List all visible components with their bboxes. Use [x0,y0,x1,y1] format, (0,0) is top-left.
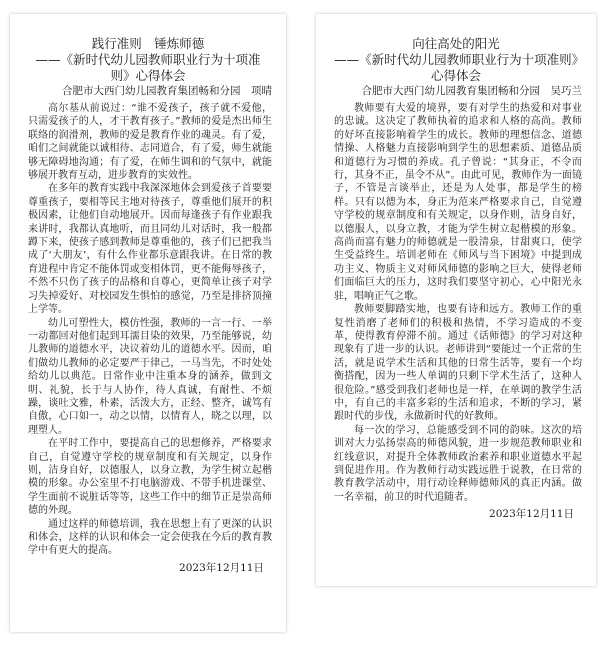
essay-date: 2023年12月11日 [179,561,264,574]
paragraph: 教师要有大爱的境界，要有对学生的热爱和对事业的忠诚。这决定了教师执着的追求和人格的高尚。教师的好坏直接影响着学生的成长。教师的理想信念、道德情操、人格魅力直接影响到学生的思想素质、道德品质和道德行为习惯的养成。孔子曾说：“其身正，不令而行，其身不正，虽令不从”。由此可见，教师作为一面镜子，不管是言谈举止，还是为人处事，都是学生的榜样。只有以德为本，身正为范来严格要求自己，自觉遵守学校的规章制度和有关规定，以身作则，洁身自好，以德服人，以身立教，才能为学生树立起楷模的形象。高尚而富有魅力的师德就是一股清泉，甘甜爽口，使学生受益终生。培训老师在《师风与当下困境》中提到成功主义、物质主义对师风师德的影响之巨大，使得老师们面临巨大的压力，这时我们要坚守初心，心中阳光永驻，唱响正气之歌。 [334,103,582,302]
paragraph: 教师要脚踏实地，也要有诗和远方。教师工作的重复性消磨了老师们的积极和热情，不学习造成的不变革，使得教育停滞不前。通过《话师德》的学习对这种现象有了进一步的认识。老师讲到“要能过一个正常的生活，就是说学术生活和其他的日常生活等，要有一个均衡搭配，因为一些人单调的只剩下学术生活了，这种人很危险。”感受到我们老师也是一样，在单调的教学生活中，有自己的丰富多彩的生活和追求，不断的学习，紧跟时代的步伐，永做新时代的好教师。 [334,304,582,423]
essay-page-left [10,14,286,632]
essay-title: 践行准则 锤炼师德 [91,36,205,51]
paragraph: 在多年的教育实践中我深深地体会到爱孩子首要要尊重孩子，要相等民主地对待孩子，尊重他们展开的积极因素，让他们自动地展开。因而每逢孩子有作业跟我来讲时，我都认真地听，而且同幼儿对话时，我一般都蹲下来，使孩子感到教师是尊重他的，孩子们已把我当成了‘大朋友’，有什么作业都乐意跟我讲。在日常的教育进程中肯定不能体罚或变相体罚，更不能侮辱孩子，不然不只伤了孩子的品格和自尊心，更简单让孩子对学习失掉爱好、对校园发生惧怕的感觉，乃至是排挤顶撞上学等。 [28,183,272,316]
essay-author: 合肥市大西门幼儿园教育集团畅和分园 项晴 [62,85,272,97]
paragraph: 幼儿可塑性大，模仿性强，教师的一言一行、一举一动都回对他们起到耳濡目染的效果，乃至能够说，幼儿教师的道德水平，决议着幼儿的道德水平。因而，咱们做幼儿教师的必定要严于律己，一马当先，不时处处给幼儿以典范。日常作业中注重本身的涵养，做到文明、礼貌，长于与人协作，待人真诚，有耐性、不烦躁，谈吐文雅，朴素，活泼大方，正经、整齐，诚笃有自傲，心口如一，动之以情，以情育人，晓之以理，以理塑人。 [28,317,272,436]
essay-body [10,98,286,558]
essay-subtitle: ——《新时代幼儿园教师职业行为十项准则》心得体会 [334,52,578,83]
essay-subtitle: ——《新时代幼儿园教师职业行为十项准则》心得体会 [35,52,261,83]
essay-body [316,98,596,504]
essay-date: 2023年12月11日 [489,508,574,521]
paragraph: 通过这样的师德培训，我在思想上有了更深的认识和体会，这样的认识和体会一定会使我在今后的教育教学中有更大的提高。 [28,518,272,557]
essay-title: 向往高处的阳光 [412,36,500,51]
paragraph: 每一次的学习，总能感受到不同的韵味。这次的培训对大力弘扬崇高的师德风貌，进一步规范教师职业和红线意识，对提升全体教师政治素养和职业道德水平起到促进作用。作为教师行动实践远胜于说教，在日常的教育教学活动中，用行动诠释师德师风的真正内涵。做一名幸福，前卫的时代追随者。 [334,424,582,503]
essay-page-right [316,14,596,586]
essay-author: 合肥市大西门幼儿园教育集团畅和分园 吴巧兰 [361,85,582,97]
paragraph: 高尔基从前说过：“谁不爱孩子，孩子就不爱他，只需爱孩子的人，才干教育孩子。”教师的爱是杰出师生联络的润滑剂，教师的爱是教育作业的魂灵。有了爱，咱们之间就能以诚相待、志同道合，有了爱，师生就能够无障碍地沟通；有了爱，在师生调和的气氛中，就能够展开教育互动，进步教育的实效性。 [28,103,272,182]
paragraph: 在平时工作中，要提高自己的思想修养，严格要求自己，自觉遵守学校的规章制度和有关规定，以身作则，洁身自好，以德服人，以身立教，为学生树立起楷模的形象。办公室里不打电脑游戏、不带手机进课堂、学生面前不说脏话等等，这些工作中的细节正是崇高师德的外现。 [28,438,272,517]
